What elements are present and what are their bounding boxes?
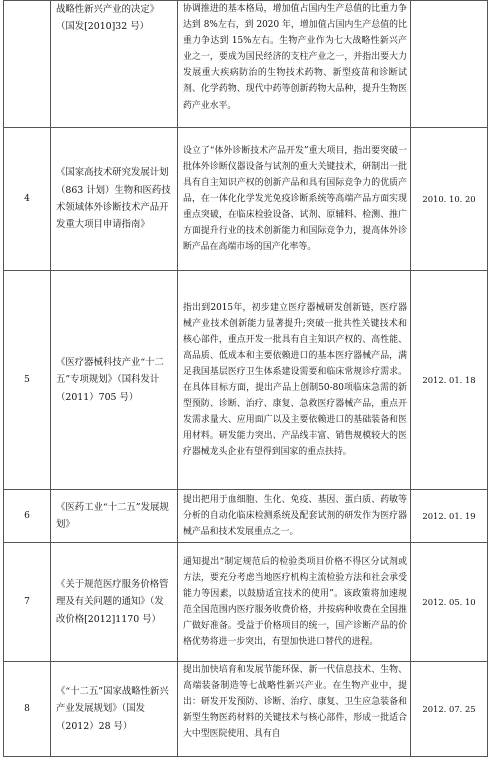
issue-date: 2012. 01. 18	[411, 271, 488, 490]
policy-name: 《“十二五”国家战略性新兴产业发展规划》（国发（2012）28 号）	[51, 662, 178, 757]
issue-date: 2012. 01. 19	[411, 490, 488, 543]
table-row	[4, 128, 488, 271]
policy-content: 协调推进的基本格局，增加值占国内生产总值的比重力争达到 8%左右，到 2020 年，增加值占国内生产总值的比重力争达到 15%左右。生物产业作为七大战略性新兴产业之一，要成为国民经济的支柱产业之一，并指出要大力发展重大疾病防治的生物技术药物、新型疫苗和诊断试剂、化学药物、现代中药等创新药物大品种，提升生物医药产业水平。	[178, 1, 411, 128]
policy-content: 指出到2015年，初步建立医疗器械研发创新链，医疗器械产业技术创新能力显著提升;突破一批共性关键技术和核心部件，重点开发一批具有自主知识产权的、高性能、高品质、低成本和主要依赖进口的基本医疗器械产品，满足我国基层医疗卫生体系建设需要和临床常规诊疗需求。在具体目标方面，提出产品上创制50-80项临床急需的新型预防、诊断、治疗、康复、急救医疗器械产品，重点开发需求量大、应用面广以及主要依赖进口的基础装备和医用材料。研发能力突出、产品线丰富、销售规模较大的医疗器械龙头企业有望得到国家的重点扶持。	[178, 271, 411, 490]
table-row	[4, 271, 488, 490]
issue-date: 2010. 10. 20	[411, 128, 488, 271]
row-number: 7	[4, 543, 51, 662]
row-number	[4, 1, 51, 128]
table-row	[4, 662, 488, 757]
issue-date	[411, 1, 488, 128]
table-row	[4, 543, 488, 662]
row-number: 6	[4, 490, 51, 543]
policy-content: 提出把用于血细胞、生化、免疫、基因、蛋白质、药敏等分析的自动化临床检测系统及配套试剂的研发作为医疗器械产品和技术发展重点之一。	[178, 490, 411, 543]
issue-date: 2012. 05. 10	[411, 543, 488, 662]
policy-content: 提出加快培育和发展节能环保、新一代信息技术、生物、高端装备制造等七战略性新兴产业。在生物产业中，提出：研发开发预防、诊断、治疗、康复、卫生应急装备和新型生物医药材料的关键技术与核心部件，形成一批适合大中型医院使用、具有自	[178, 662, 411, 757]
table-row	[4, 1, 488, 128]
row-number: 8	[4, 662, 51, 757]
policy-name: 《医疗器械科技产业“十二五”专项规划》（国科发计（2011）705 号）	[51, 271, 178, 490]
policy-content: 通知提出“制定规范后的检验类项目价格不得区分试剂或方法，要充分考虑当地医疗机构主流检验方法和社会承受能力等因素，以鼓励适宜技术的使用”。该政策将加速规范全国范围内医疗服务收费价格，并按病种收费在全国推广做好准备。受益于价格项目的统一，国产诊断产品的价格优势将进一步突出，有望加快进口替代的进程。	[178, 543, 411, 662]
policy-content: 设立了“体外诊断技术产品开发”重大项目，指出要突破一批体外诊断仪器设备与试剂的重大关键技术，研制出一批具有自主知识产权的创新产品和具有国际竞争力的优质产品，在一体化化学发光免疫诊断系统等高端产品方面实现重点突破，在临床检验设备、试剂、原辅料、检测、推广方面提升行业的技术创新能力和国际竞争力，提高体外诊断产品在高端市场的国产化率等。	[178, 128, 411, 271]
row-number: 5	[4, 271, 51, 490]
issue-date: 2012. 07. 25	[411, 662, 488, 757]
policy-name: 《医药工业“十二五”发展规划》	[51, 490, 178, 543]
policy-name: 战略性新兴产业的决定》（国发[2010]32 号）	[51, 1, 178, 128]
table-row	[4, 490, 488, 543]
policy-name: 《国家高技术研究发展计划（863 计划）生物和医药技术领域体外诊断技术产品开发重大项目申请指南》	[51, 128, 178, 271]
policy-name: 《关于规范医疗服务价格管理及有关问题的通知》（发改价格[2012]1170 号）	[51, 543, 178, 662]
row-number: 4	[4, 128, 51, 271]
policy-table	[3, 0, 488, 757]
